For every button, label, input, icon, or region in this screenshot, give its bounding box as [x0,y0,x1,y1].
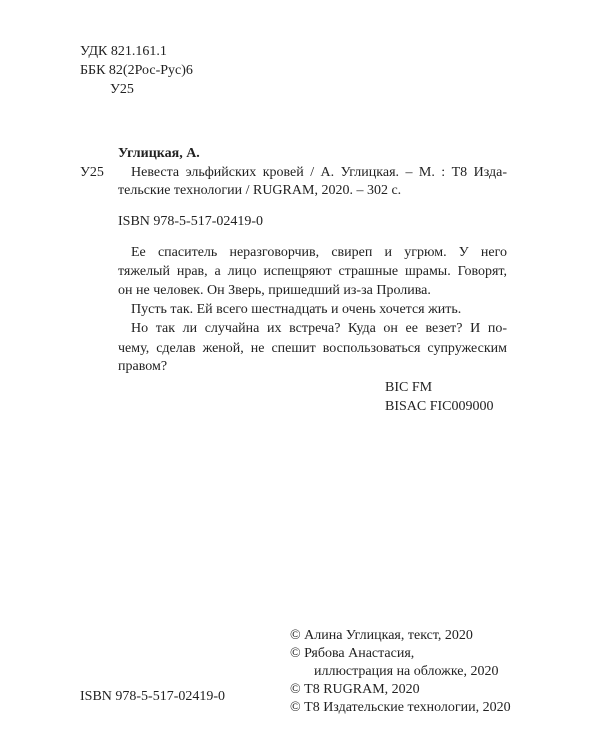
description-line: тельские технологии / RUGRAM, 2020. – 302 с. [118,183,402,198]
annotation-text: тяжелый нрав, а лицо испещряют страшные шрамы. Говорят, [118,264,507,279]
copyright-line: © Алина Углицкая, текст, 2020 [290,628,473,643]
annotation-text: Ее спаситель неразговорчив, свиреп и угрюм. У него [131,245,507,260]
bisac-code: BISAC FIC009000 [385,399,494,414]
bbk-code: ББК 82(2Рос-Рус)6 [80,63,193,78]
description-line: Невеста эльфийских кровей / А. Углицкая. – М. : Т8 Изда- [131,165,507,180]
annotation-line [131,244,507,262]
udk-code: УДК 821.161.1 [80,44,167,59]
copyright-line: иллюстрация на обложке, 2020 [314,664,499,679]
bic-code: BIC FM [385,380,433,395]
annotation-line: он не человек. Он Зверь, пришедший из-за Пролива. [118,283,431,298]
annotation-line [118,340,507,358]
author-sign-code: У25 [110,82,134,97]
annotation-line [131,320,507,338]
bibliographic-description [131,164,507,182]
annotation-text: Но так ли случайна их встреча? Куда он ее везет? И по- [131,321,507,336]
entry-author-sign: У25 [80,165,104,180]
author-name: Углицкая, А. [118,146,200,161]
annotation-line: правом? [118,359,168,374]
copyright-line: © Т8 RUGRAM, 2020 [290,682,420,697]
entry-isbn: ISBN 978-5-517-02419-0 [118,214,264,229]
footer-isbn: ISBN 978-5-517-02419-0 [80,689,226,704]
annotation-line: Пусть так. Ей всего шестнадцать и очень хочется жить. [131,302,462,317]
copyright-line: © Рябова Анастасия, [290,646,415,661]
annotation-line [118,263,507,281]
annotation-text: чему, сделав женой, не спешит воспользоваться супружеским [118,341,507,356]
copyright-line: © Т8 Издательские технологии, 2020 [290,700,511,715]
